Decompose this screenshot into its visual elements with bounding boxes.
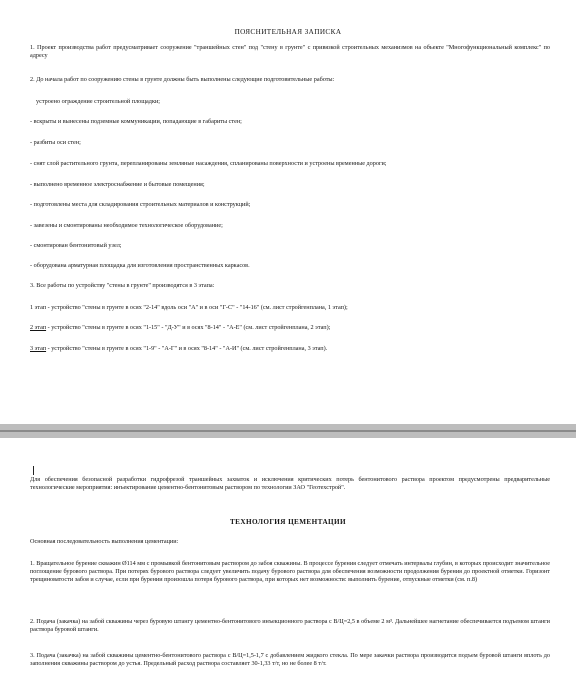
stage-2-text: - устройство "стены в грунте в осях "1-15" - "Д-У" и в осях "8-14" - "А-Е" (см. лист стройгенплана, 2 этап); — [46, 324, 331, 331]
intro-paragraph: Для обеспечения безопасной разработки гидрофрезой траншейных захваток и исключения критических потерь бентонитового раствора проектом предусмотрены предварительные технологические мероприятия: инъектирование цементно-бентонитовым раствором по технологии ЗАО "Геотехстрой". — [30, 476, 550, 492]
document-page-2[interactable] — [0, 438, 576, 694]
list-item: - разбиты оси стен; — [30, 139, 81, 146]
sequence-header: Основная последовательность выполнения цементации: — [30, 538, 179, 545]
list-item: - завезены и смонтированы необходимое технологическое оборудование; — [30, 222, 223, 229]
list-item: - смонтирован бентонитовый узел; — [30, 242, 122, 249]
paragraph-1: 1. Проект производства работ предусматривает сооружение "траншейных стен" под "стену в грунте" с привязкой строительных механизмов на объекте "Многофункциональный комплекс" по адресу — [30, 44, 550, 60]
step-3: 3. Подача (закачка) на забой скважины цементно-бентонитового раствора с В/Ц=1,5-1,7 с добавлением жидкого стекла. По мере закачки раствора производится подъем буровой штанги вплоть до заполнения скважины раствором до устья. Предельный расход раствора составляет 30-1,33 т/т, но не более 8 т/т. — [30, 652, 550, 668]
list-item: - подготовлены места для складирования строительных материалов и конструкций; — [30, 201, 251, 208]
stage-2-label: 2 этап — [30, 324, 47, 331]
step-1: 1. Вращательное бурение скважин Ø114 мм с промывкой бентонитовым раствором до забоя скважины. В процессе бурения следует отмечать интервалы глубин, в которых происходит значительное поглощение бурового раствора. При потерях бурового раствора следует увеличить подачу бурового раствора для обеспечения возможности продолжения бурения до проектной отметки. Горизонт трещиноватости забоя и случае, если при бурении произошла потеря бурового раствора, при которых нет возможности: выполнить бурение, отпускные отметки (см. п.8) — [30, 560, 550, 584]
list-item: - вскрыты и вынесены подземные коммуникации, попадающие в габариты стен; — [30, 118, 242, 125]
page-separator — [0, 424, 576, 438]
text-cursor — [33, 466, 34, 475]
list-item: - выполнено временное электроснабжение и бытовые помещения; — [30, 181, 205, 188]
stage-3-label: 3 этап — [30, 345, 47, 352]
stage-1: 1 этап - устройство "стены в грунте в осях "2-14" вдоль оси "А" и в оси "Г-С" - "14-16" (см. лист стройгенплана, 1 этап); — [30, 304, 348, 311]
paragraph-3: 3. Все работы по устройству "стены в грунте" производятся в 3 этапа: — [30, 282, 215, 289]
stage-2 — [30, 324, 550, 332]
stage-3 — [30, 345, 550, 353]
section-title: ТЕХНОЛОГИЯ ЦЕМЕНТАЦИИ — [229, 518, 347, 526]
list-item: устроено ограждение строительной площадки; — [36, 98, 160, 105]
step-2: 2. Подача (закачка) на забой скважины через буровую штангу цементно-бентонитового инъекционного раствора с В/Ц=2,5 в объеме 2 м³. Дальнейшее нагнетание обеспечивается подъемом штанги раствора буровой штанги. — [30, 618, 550, 634]
stage-3-text: - устройство "стены в грунте в осях "1-9" - "А-Г" и в осях "8-14" - "А-И" (см. лист стройгенплана, 3 этап). — [46, 345, 328, 352]
paragraph-2: 2. До начала работ по сооружению стены в грунте должны быть выполнены следующие подготовительные работы: — [30, 76, 335, 83]
list-item: - оборудована арматурная площадка для изготовления пространственных каркасов. — [30, 262, 250, 269]
list-item: - снят слой растительного грунта, перепланированы земляные насаждения, спланированы поверхности и устроены временные дороги; — [30, 160, 387, 167]
page-title: ПОЯСНИТЕЛЬНАЯ ЗАПИСКА — [234, 28, 342, 36]
